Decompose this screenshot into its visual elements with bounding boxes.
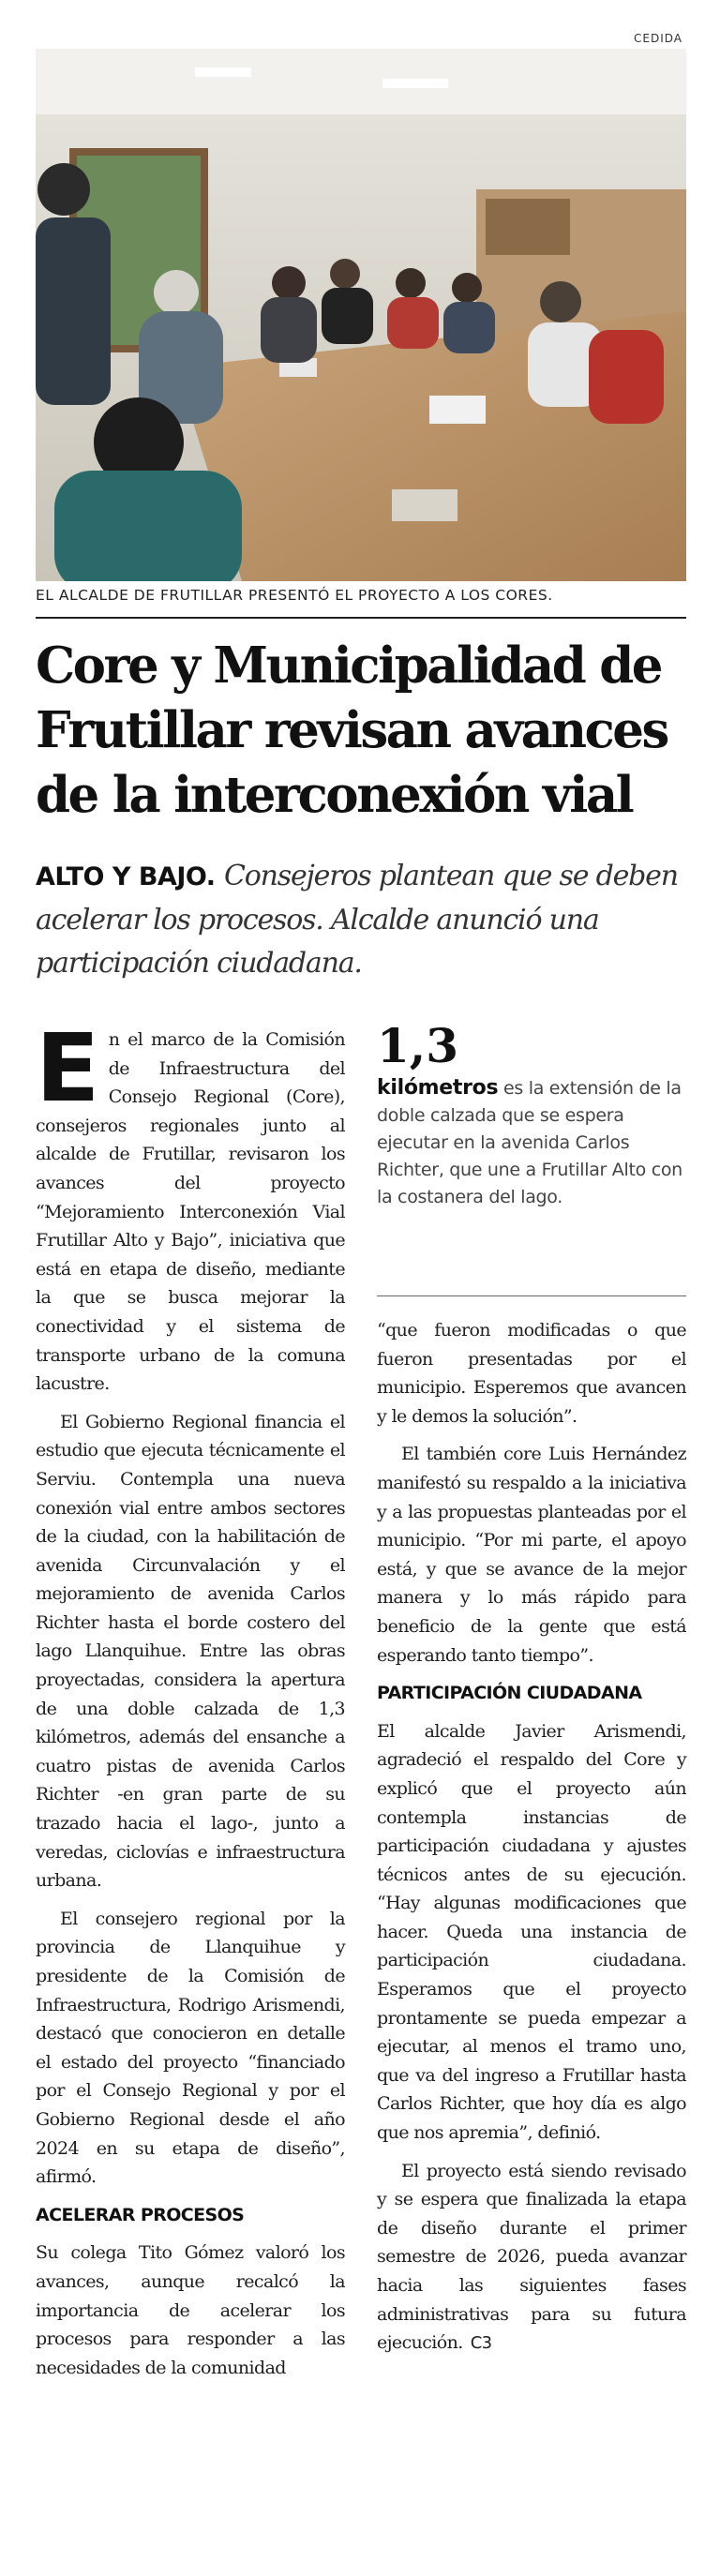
paragraph-4: Su colega Tito Gómez valoró los avances, aunque recalcó la importancia de acelerar los procesos para responder a las necesidades de la comunidad bbox=[36, 2242, 345, 2378]
paragraph-8-text: El proyecto está siendo revisado y se espera que finalizada la etapa de diseño durante el primer semestre de 2026, pueda avanzar hacia las siguientes fases administrativas para su futura ejecución. bbox=[377, 2160, 686, 2354]
paragraph-2: El Gobierno Regional financia el estudio que ejecuta técnicamente el Serviu. Contempla una nueva conexión vial entre ambos sectores de la ciudad, con la habilitación de avenida Circunvalación y el mejoramiento de avenida Carlos Richter hasta el borde costero del lago Llanquihue. Entre las obras proyectadas, considera la apertura de una doble calzada de 1,3 kilómetros, además del ensanche a cuatro pistas de avenida Carlos Richter -en gran parte de su trazado hacia el lago-, junto a veredas, ciclovías e infraestructura urbana. bbox=[36, 1411, 345, 1892]
subhead-participacion: PARTICIPACIÓN CIUDADANA bbox=[377, 1683, 642, 1704]
photo-caption: EL ALCALDE DE FRUTILLAR PRESENTÓ EL PROYECTO A LOS CORES. bbox=[36, 587, 553, 604]
factbox-rule bbox=[377, 1295, 686, 1296]
article-photo bbox=[36, 49, 686, 581]
paragraph-6: El también core Luis Hernández manifestó su respaldo a la iniciativa y a las propuestas planteadas por el municipio. “Por mi parte, el apoyo está, y que se avance de la mejor manera y lo más rápido para beneficio de la gente que está esperando tanto tiempo”. bbox=[377, 1444, 686, 1666]
paragraph-7: El alcalde Javier Arismendi, agradeció el respaldo del Core y explicó que el proyecto aún contempla instancias de participación ciudadana y ajustes técnicos antes de su ejecución. “Hay algunas modificaciones que hacer. Queda una instancia de participación ciudadana. Esperamos que el proyecto prontamente se pueda empezar a ejecutar, al menos el tramo uno, que va del ingreso a Frutillar hasta Carlos Richter, que hoy día es algo que nos apremia”, definió. bbox=[377, 1720, 686, 2144]
end-mark: C3 bbox=[470, 2333, 492, 2354]
paragraph-1-text: n el marco de la Comisión de Infraestructura del Consejo Regional (Core), consejeros regionales junto al alcalde de Frutillar, revisaron los avances del proyecto “Mejoramiento Interconexión Vial Frutillar Alto y Bajo”, iniciativa que está en etapa de diseño, mediante la que se busca mejorar la conectividad y el sistema de transporte urbano de la comuna lacustre. bbox=[36, 1029, 345, 1395]
fact-description: es la extensión de la doble calzada que se espera ejecutar en la avenida Carlos Richter, que une a Frutillar Alto con la costanera del lago. bbox=[377, 1078, 682, 1207]
body-column-right bbox=[377, 1316, 686, 2359]
paragraph-8 bbox=[377, 2157, 686, 2359]
fact-unit: kilómetros bbox=[377, 1076, 499, 1100]
paragraph-3: El consejero regional por la provincia de Llanquihue y presidente de la Comisión de Infraestructura, Rodrigo Arismendi, destacó que conocieron en detalle el estado del proyecto “financiado por el Consejo Regional y por el Gobierno Regional desde el año 2024 en su etapa de diseño”, afirmó. bbox=[36, 1908, 345, 2188]
caption-rule bbox=[36, 617, 686, 619]
fact-number: 1,3 bbox=[377, 1018, 458, 1073]
body-column-left bbox=[36, 1013, 345, 2382]
paragraph-1 bbox=[36, 1013, 345, 1399]
deck-text: Consejeros plantean que se deben acelerar los procesos. Alcalde anunció una participación ciudadana. bbox=[36, 860, 678, 980]
headline: Core y Municipalidad de Frutillar revisan avances de la interconexión vial bbox=[36, 637, 668, 824]
fact-text bbox=[377, 1074, 686, 1211]
dropcap: E bbox=[36, 1013, 99, 1123]
deck bbox=[36, 855, 686, 985]
subhead-acelerar: ACELERAR PROCESOS bbox=[36, 2204, 245, 2225]
deck-lead: ALTO Y BAJO. bbox=[36, 862, 216, 891]
meeting-photo-illustration bbox=[36, 49, 686, 581]
factbox bbox=[377, 1018, 686, 1211]
photo-credit: CEDIDA bbox=[634, 32, 682, 45]
paragraph-5: “que fueron modificadas o que fueron presentadas por el municipio. Esperemos que avancen y le demos la solución”. bbox=[377, 1320, 686, 1427]
